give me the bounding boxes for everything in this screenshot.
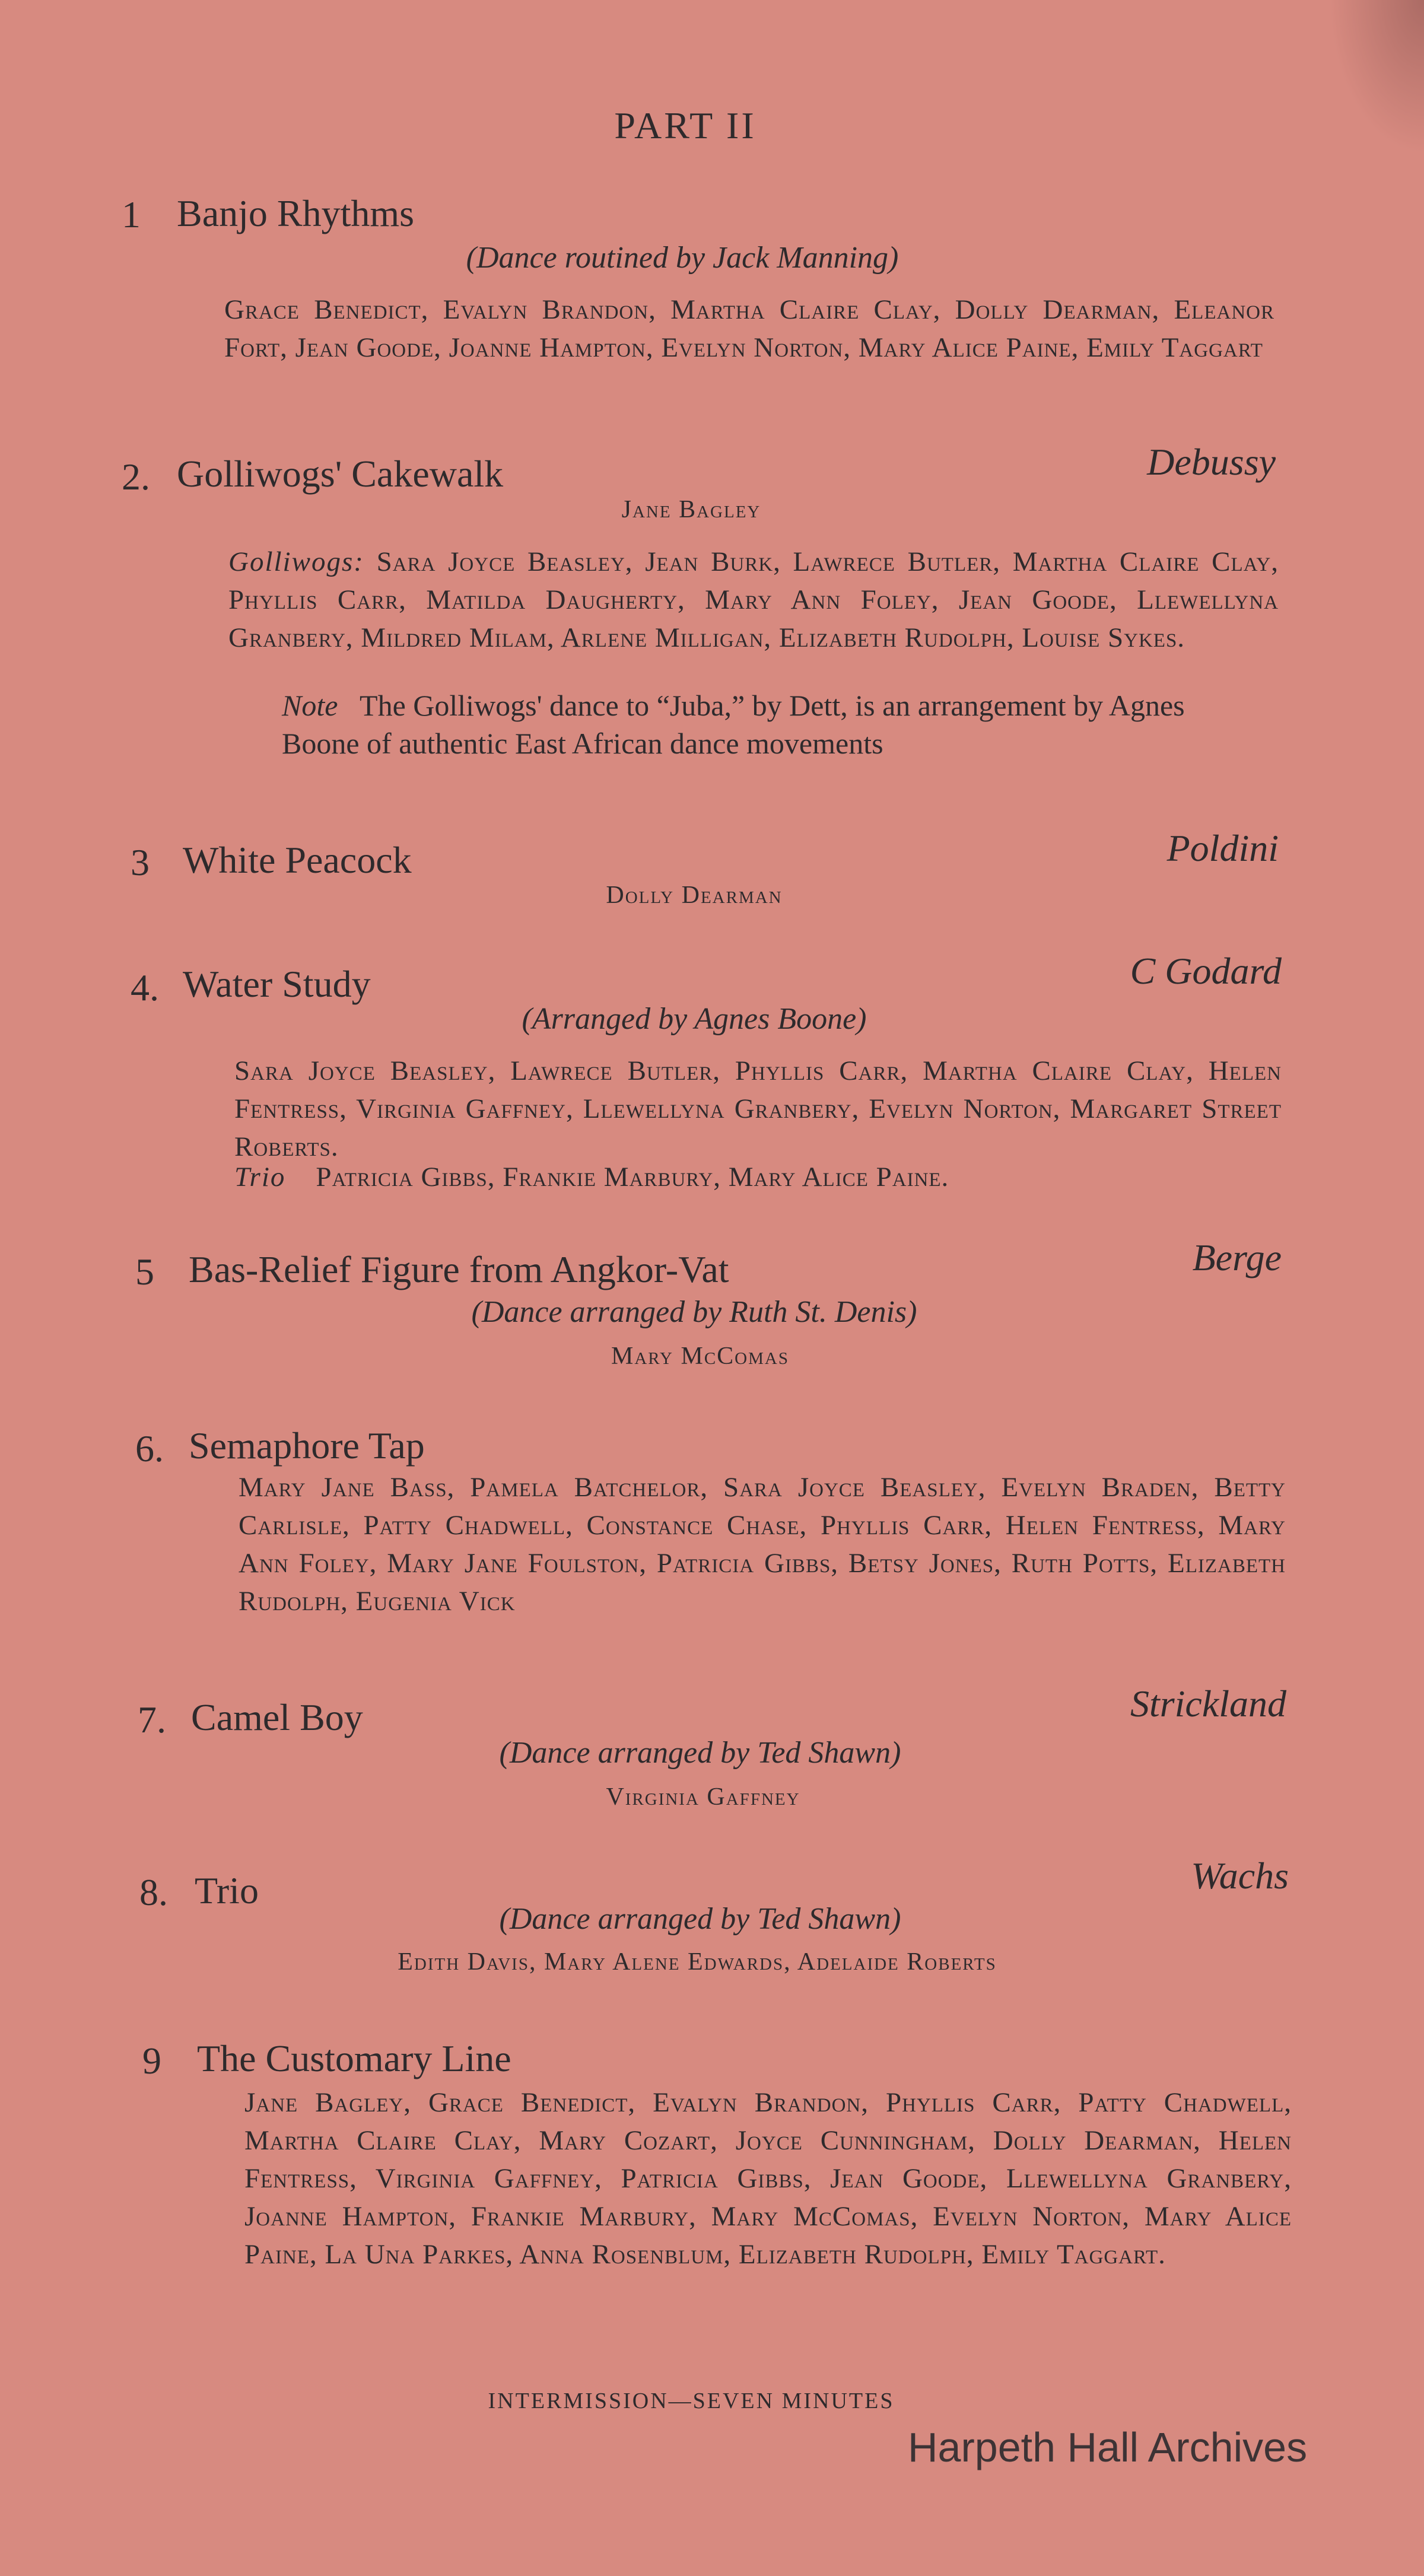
item-composer: C Godard — [1130, 950, 1282, 992]
item-composer: Poldini — [1166, 827, 1279, 869]
item-note: (Arranged by Agnes Boone) — [522, 1002, 867, 1036]
item-cast — [228, 543, 1279, 657]
footnote-text: The Golliwogs' dance to “Juba,” by Dett, is an arrangement by Agnes Boone of authentic East African dance movements — [282, 689, 1185, 760]
item-title: White Peacock — [183, 839, 412, 881]
item-number: 5 — [135, 1251, 154, 1293]
item-note: (Dance arranged by Ted Shawn) — [499, 1902, 901, 1936]
item-title: Semaphore Tap — [189, 1424, 425, 1467]
item-title: Bas-Relief Figure from Angkor-Vat — [189, 1248, 729, 1290]
item-number: 9 — [142, 2040, 161, 2082]
item-title: Trio — [195, 1869, 259, 1912]
trio-label: Trio — [234, 1162, 286, 1192]
item-number: 6. — [135, 1427, 164, 1470]
item-composer: Strickland — [1130, 1683, 1286, 1725]
footnote-label: Note — [282, 689, 338, 722]
item-footnote — [282, 686, 1231, 762]
archive-watermark: Harpeth Hall Archives — [908, 2424, 1308, 2470]
item-composer: Berge — [1192, 1236, 1282, 1279]
part-title: PART II — [614, 104, 757, 147]
item-title: Golliwogs' Cakewalk — [177, 453, 504, 495]
cast-label: Golliwogs: — [228, 546, 364, 577]
item-title: Banjo Rhythms — [177, 192, 415, 234]
item-title: Water Study — [183, 963, 371, 1005]
item-composer: Debussy — [1147, 441, 1276, 483]
item-cast: Sara Joyce Beasley, Lawrece Butler, Phyllis Carr, Martha Claire Clay, Helen Fentress, Virginia Gaffney, Llewellyna Granbery, Evelyn Norton, Margaret Street Roberts. — [234, 1055, 1282, 1162]
item-note: (Dance arranged by Ruth St. Denis) — [471, 1295, 917, 1329]
item-note: (Dance arranged by Ted Shawn) — [499, 1736, 901, 1770]
item-number: 3 — [131, 841, 150, 883]
intermission-note: INTERMISSION—SEVEN MINUTES — [488, 2389, 895, 2413]
item-performer: Jane Bagley — [621, 496, 761, 523]
item-number: 8. — [139, 1871, 168, 1913]
item-performer: Virginia Gaffney — [606, 1783, 800, 1811]
item-number: 2. — [122, 456, 150, 498]
item-cast: Mary Jane Bass, Pamela Batchelor, Sara Joyce Beasley, Evelyn Braden, Betty Carlisle, Patty Chadwell, Constance Chase, Phyllis Carr, Helen Fentress, Mary Ann Foley, Mary Jane Foulston, Patricia Gibbs, Betsy Jones, Ruth Potts, Elizabeth Rudolph, Eugenia Vick — [239, 1472, 1286, 1617]
item-number: 1 — [122, 193, 141, 236]
item-number: 7. — [138, 1699, 166, 1741]
item-performer: Mary McComas — [611, 1343, 789, 1370]
item-cast: Jane Bagley, Grace Benedict, Evalyn Brandon, Phyllis Carr, Patty Chadwell, Martha Claire Clay, Mary Cozart, Joyce Cunningham, Dolly Dearman, Helen Fentress, Virginia Gaffney, Patricia Gibbs, Jean Goode, Llewellyna Granbery, Joanne Hampton, Frankie Marbury, Mary McComas, Evelyn Norton, Mary Alice Paine, La Una Parkes, Anna Rosenblum, Elizabeth Rudolph, Emily Taggart. — [244, 2087, 1292, 2270]
item-note: (Dance routined by Jack Manning) — [466, 241, 899, 275]
item-cast: Grace Benedict, Evalyn Brandon, Martha Claire Clay, Dolly Dearman, Eleanor Fort, Jean Goode, Joanne Hampton, Evelyn Norton, Mary Alice Paine, Emily Taggart — [224, 294, 1274, 363]
item-performer: Dolly Dearman — [606, 882, 783, 909]
trio-names: Patricia Gibbs, Frankie Marbury, Mary Alice Paine. — [316, 1162, 949, 1192]
item-title: Camel Boy — [191, 1696, 363, 1738]
item-performer: Edith Davis, Mary Alene Edwards, Adelaide Roberts — [398, 1948, 997, 1976]
item-composer: Wachs — [1191, 1855, 1289, 1897]
cast-names: Sara Joyce Beasley, Jean Burk, Lawrece Butler, Martha Claire Clay, Phyllis Carr, Matilda Daugherty, Mary Ann Foley, Jean Goode, Llewellyna Granbery, Mildred Milam, Arlene Milligan, Elizabeth Rudolph, Louise Sykes. — [228, 546, 1279, 653]
item-trio — [234, 1158, 1282, 1196]
item-number: 4. — [131, 966, 159, 1009]
item-title: The Customary Line — [197, 2037, 511, 2079]
